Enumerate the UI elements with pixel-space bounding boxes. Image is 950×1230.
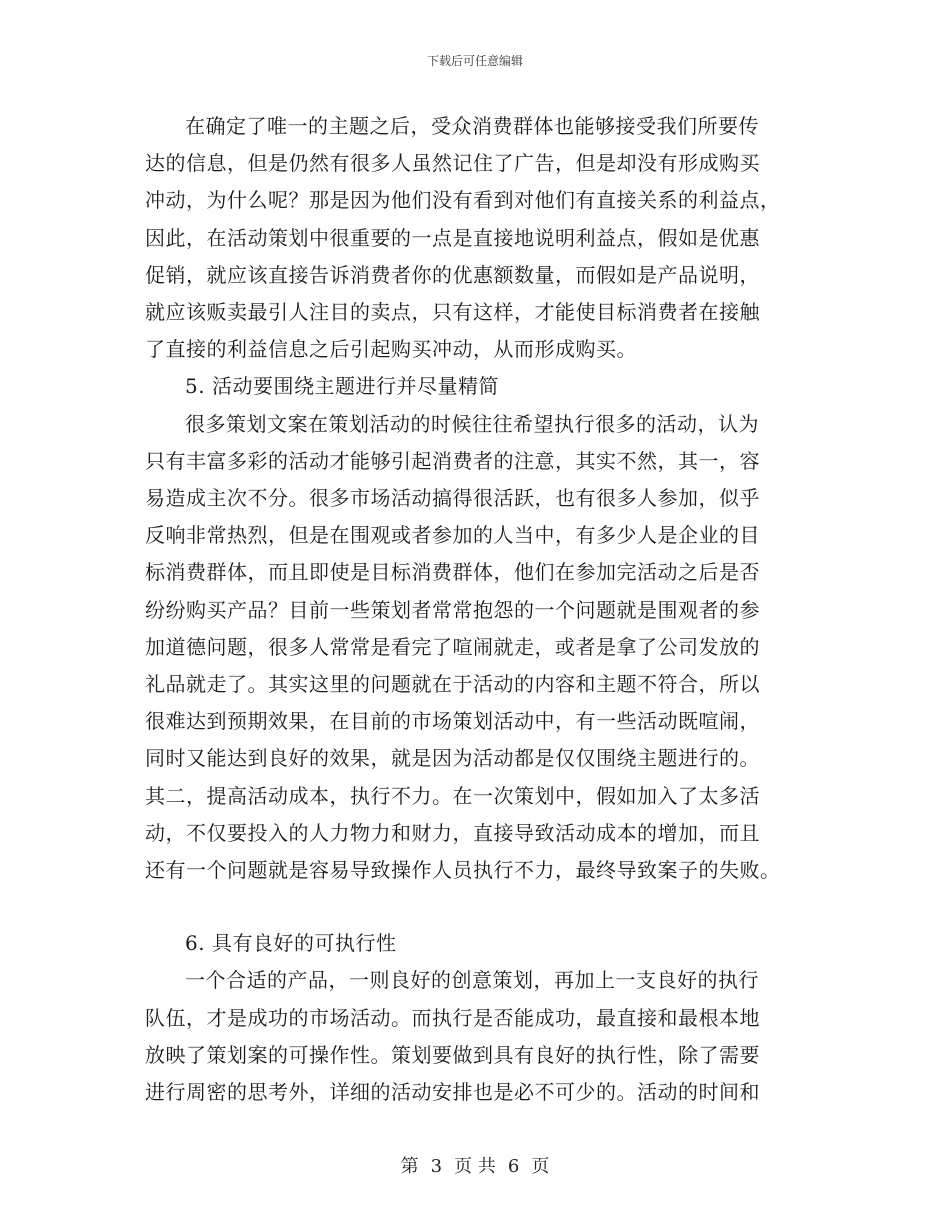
text-line: 其二，提高活动成本，执行不力。在一次策划中，假如加入了太多活 xyxy=(145,783,760,808)
text-line: 就应该贩卖最引人注目的卖点，只有这样，才能使目标消费者在接触 xyxy=(145,300,760,325)
paragraph-streamline-activities xyxy=(145,406,810,890)
page-footer xyxy=(0,1152,950,1178)
text-line: 反响非常热烈，但是在围观或者参加的人当中，有多少人是企业的目 xyxy=(145,523,760,548)
section-heading-6 xyxy=(145,925,810,962)
paragraph-benefit-point xyxy=(145,108,810,368)
heading-text: 5. 活动要围绕主题进行并尽量精简 xyxy=(185,374,499,399)
current-page-number: 3 xyxy=(430,1156,443,1177)
text-line: 纷纷购买产品？目前一些策划者常常抱怨的一个问题就是围观者的参 xyxy=(145,597,760,622)
text-line: 易造成主次不分。很多市场活动搞得很活跃，也有很多人参加，似乎 xyxy=(145,486,760,511)
text-line: 很多策划文案在策划活动的时候往往希望执行很多的活动，认为 xyxy=(185,411,759,436)
total-page-count: 6 xyxy=(507,1156,520,1177)
footer-middle: 页 共 xyxy=(454,1156,496,1177)
text-line: 一个合适的产品，一则良好的创意策划，再加上一支良好的执行 xyxy=(185,968,759,993)
text-line: 礼品就走了。其实这里的问题就在于活动的内容和主题不符合，所以 xyxy=(145,672,760,697)
paragraph-spacer xyxy=(145,889,810,925)
text-line: 同时又能达到良好的效果，就是因为活动都是仅仅围绕主题进行的。 xyxy=(145,746,760,771)
text-line: 因此，在活动策划中很重要的一点是直接地说明利益点，假如是优惠 xyxy=(145,225,760,250)
heading-text: 6. 具有良好的可执行性 xyxy=(185,931,397,956)
footer-prefix: 第 xyxy=(400,1156,419,1177)
text-line: 放映了策划案的可操作性。策划要做到具有良好的执行性，除了需要 xyxy=(145,1042,760,1067)
text-line: 进行周密的思考外，详细的活动安排也是必不可少的。活动的时间和 xyxy=(145,1080,760,1105)
document-body xyxy=(145,108,810,1111)
text-line: 动，不仅要投入的人力物力和财力，直接导致活动成本的增加，而且 xyxy=(145,820,760,845)
text-line: 只有丰富多彩的活动才能够引起消费者的注意，其实不然，其一，容 xyxy=(145,448,760,473)
text-line: 了直接的利益信息之后引起购买冲动，从而形成购买。 xyxy=(145,337,637,362)
text-line: 还有一个问题就是容易导致操作人员执行不力，最终导致案子的失败。 xyxy=(145,858,781,883)
page-header: 下载后可任意编辑 xyxy=(426,54,523,68)
footer-suffix: 页 xyxy=(531,1156,550,1177)
text-line: 标消费群体，而且即使是目标消费群体，他们在参加完活动之后是否 xyxy=(145,560,760,585)
paragraph-executability xyxy=(145,962,810,1111)
text-line: 在确定了唯一的主题之后，受众消费群体也能够接受我们所要传 xyxy=(185,114,759,138)
text-line: 达的信息，但是仍然有很多人虽然记住了广告，但是却没有形成购买 xyxy=(145,151,760,176)
text-line: 促销，就应该直接告诉消费者你的优惠额数量，而假如是产品说明， xyxy=(145,262,760,287)
text-line: 冲动，为什么呢？那是因为他们没有看到对他们有直接关系的利益点， xyxy=(145,188,781,213)
text-line: 很难达到预期效果，在目前的市场策划活动中，有一些活动既喧闹， xyxy=(145,709,760,734)
text-line: 加道德问题，很多人常常是看完了喧闹就走，或者是拿了公司发放的 xyxy=(145,634,760,659)
text-line: 队伍，才是成功的市场活动。而执行是否能成功，最直接和最根本地 xyxy=(145,1005,760,1030)
section-heading-5 xyxy=(145,368,810,405)
